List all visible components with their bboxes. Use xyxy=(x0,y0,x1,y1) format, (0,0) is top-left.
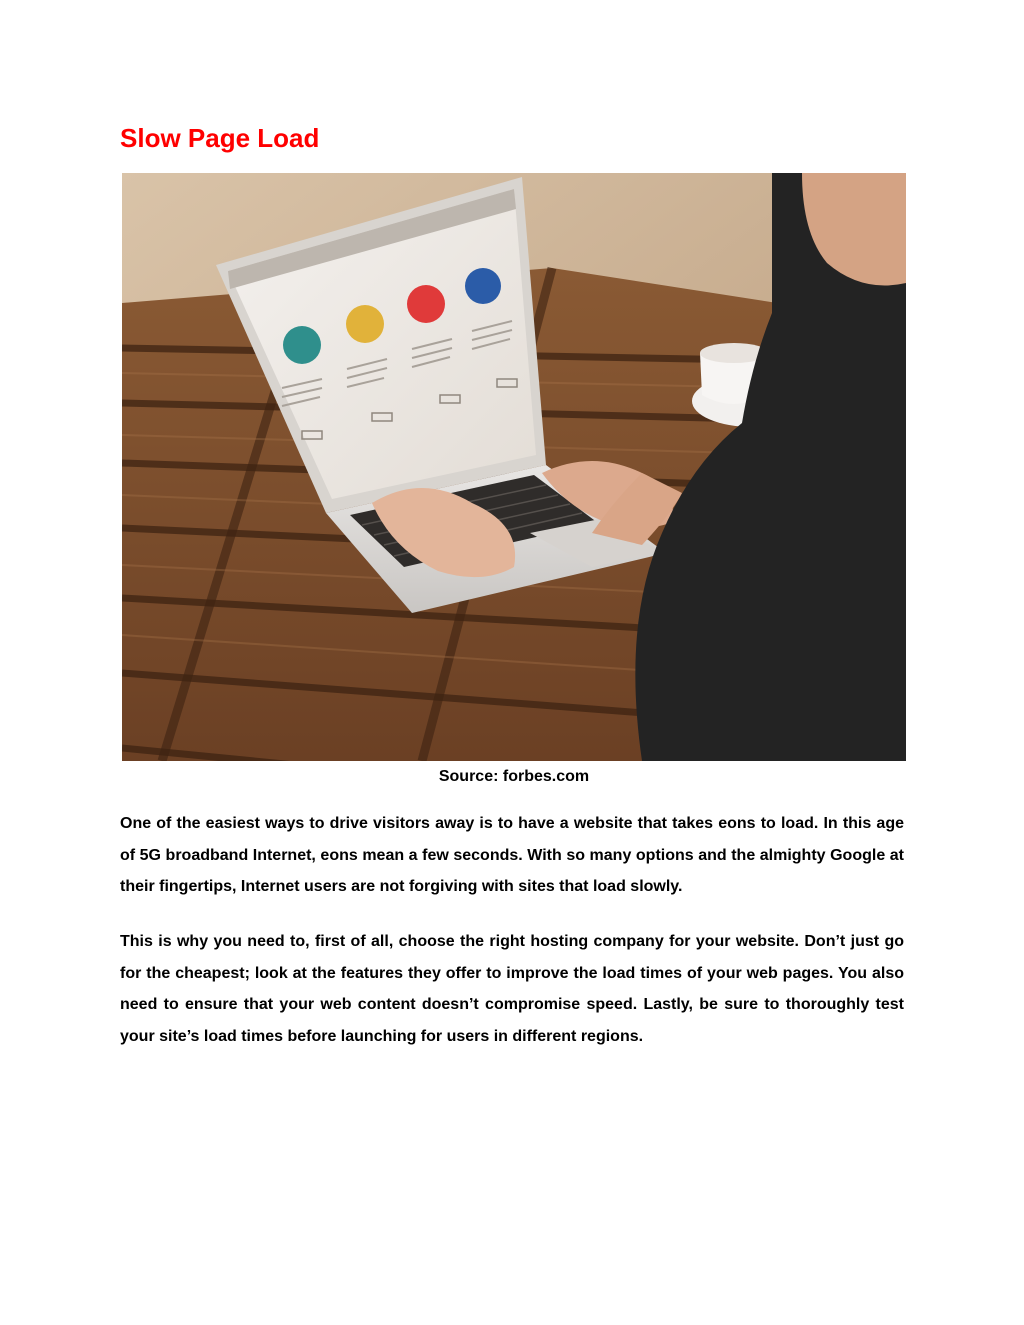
laptop-scene-illustration xyxy=(122,173,906,761)
body-paragraph: One of the easiest ways to drive visitors away is to have a website that takes eons to load. In this age of 5G broadband Internet, eons mean a few seconds. With so many options and the almighty Google at their fingertips, Internet users are not forgiving with sites that load slowly. xyxy=(120,815,904,895)
page-heading: Slow Page Load xyxy=(120,123,320,153)
image-caption: Source: forbes.com xyxy=(438,768,590,785)
body-paragraph: This is why you need to, first of all, choose the right hosting company for your website. Don’t just go for the cheapest; look at the features they offer to improve the load times of your web pages. You also need to ensure that your web content doesn’t compromise speed. Lastly, be sure to thoroughly test your site’s load times before launching for users in different regions. xyxy=(120,933,904,1045)
article-photo xyxy=(122,173,906,761)
